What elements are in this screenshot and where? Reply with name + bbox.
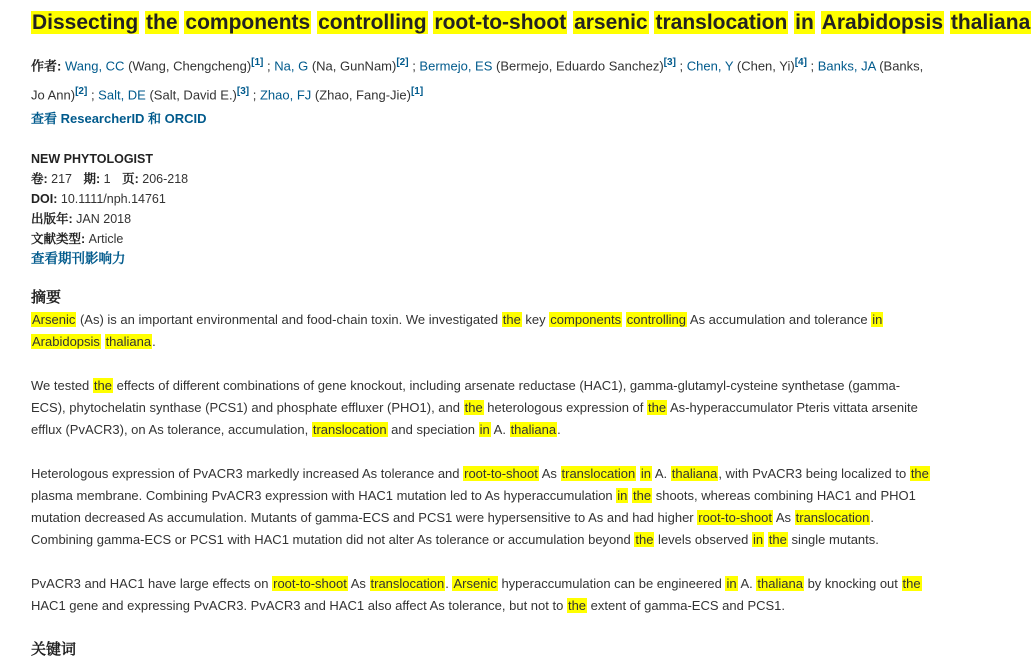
journal-name: NEW PHYTOLOGIST [31, 151, 153, 166]
author-fullname: (Chen, Yi) [733, 58, 795, 74]
doi-value[interactable]: 10.1111/nph.14761 [60, 191, 166, 206]
search-term-highlight: controlling [626, 311, 686, 327]
abstract-paragraph: Arsenic (As) is an important environmental and food-chain toxin. We investigated the key components controlling As accumulation and tolerance in Arabidopsis thaliana. [32, 311, 883, 349]
title-word: controlling [318, 11, 427, 34]
search-term-highlight: thaliana [510, 421, 557, 437]
search-term-highlight: the [464, 399, 483, 415]
researcher-id-link[interactable]: 查看 ResearcherID 和 ORCID [31, 110, 207, 126]
author-fullname: (Bermejo, Eduardo Sanchez) [492, 58, 664, 74]
search-term-highlight: the [502, 311, 521, 327]
year-value: JAN 2018 [76, 211, 132, 226]
search-term-highlight: in [726, 575, 737, 591]
search-term-highlight: the [768, 531, 787, 547]
doc-type-label: 文献类型: [31, 231, 86, 246]
search-term-highlight: thaliana [105, 333, 152, 349]
abstract-paragraph: Heterologous expression of PvACR3 markedly increased As tolerance and root-to-shoot As translocation in A. thaliana, with PvACR3 being localized to the plasma membrane. Combining PvACR3 expression with HAC1 mutation led to As hyperaccumulation in the shoots, whereas combining HAC1 and PHO1 mutation decreased As accumulation. Mutants of gamma-ECS and PCS1 were hypersensitive to As and had higher root-to-shoot As translocation. Combining gamma-ECS or PCS1 with HAC1 mutation did not alter As tolerance or accumulation beyond the levels observed in the single mutants. [31, 465, 929, 547]
search-term-highlight: in [617, 487, 628, 503]
pages-label: 页: [122, 171, 139, 186]
search-term-highlight: thaliana [757, 575, 803, 591]
title-word: translocation [655, 11, 788, 34]
search-term-highlight: the [635, 531, 654, 547]
doi-row [31, 189, 934, 209]
abstract-paragraph: We tested the effects of different combinations of gene knockout, including arsenate reductase (HAC1), gamma-glutamyl-cysteine synthetase (gamma-ECS), phytochelatin synthase (PCS1) and phosphate effluxer (PHO1), and the heterologous expression of the As-hyperaccumulator Pteris vittata arsenite efflux (PvACR3), on As tolerance, accumulation, translocation and speciation in A. thaliana. [31, 377, 918, 437]
affiliation-ref[interactable]: [3] [236, 86, 250, 98]
affiliation-ref[interactable]: [1] [251, 57, 264, 68]
doc-type-value: Article [88, 231, 124, 246]
search-term-highlight: translocation [561, 465, 636, 481]
search-term-highlight: in [872, 311, 883, 327]
search-term-highlight: the [567, 597, 587, 613]
search-term-highlight: the [633, 487, 652, 503]
affiliation-ref[interactable]: [3] [663, 57, 676, 68]
issue-label: 期: [83, 171, 101, 186]
affiliation-ref[interactable]: [2] [396, 57, 409, 68]
author-link[interactable]: Chen, Y [686, 58, 734, 74]
author-fullname: (Na, GunNam) [308, 58, 397, 74]
search-term-highlight: Arsenic [32, 311, 76, 327]
search-term-highlight: the [910, 465, 929, 481]
author-link[interactable]: Bermejo, ES [419, 58, 493, 74]
abstract-body [31, 309, 934, 617]
affiliation-ref[interactable]: [2] [75, 86, 88, 98]
volume-issue-pages [31, 169, 934, 189]
title-word: Arabidopsis [821, 11, 944, 34]
search-term-highlight: translocation [312, 421, 387, 437]
doi-label: DOI: [31, 191, 58, 206]
search-term-highlight: in [753, 531, 764, 547]
keywords-heading: 关键词 [31, 640, 77, 658]
author-fullname: (Salt, David E.) [145, 87, 237, 103]
author-fullname: (Wang, Chengcheng) [124, 58, 252, 74]
volume-label: 卷: [31, 171, 48, 186]
title-word: the [146, 11, 178, 34]
title-word: components [185, 11, 311, 34]
author-fullname: (Banks, Jo Ann) [31, 58, 924, 103]
affiliation-ref[interactable]: [1] [410, 86, 424, 98]
search-term-highlight: translocation [370, 575, 445, 591]
author-fullname: (Zhao, Fang-Jie) [311, 87, 411, 103]
source-info [31, 149, 934, 269]
search-term-highlight: in [479, 421, 490, 437]
author-list: 作者: Wang, CC (Wang, Chengcheng)[1] ; Na, G (Na, GunNam)[2] ; Bermejo, ES (Bermejo, Eduardo Sanchez)[3] ; Chen, Y (Chen, Yi)[4] ; Banks, JA (Banks, Jo Ann)[2] ; Salt, DE (Salt, David E.)[3] ; Zhao, FJ (Zhao, Fang-Jie)[1] [31, 57, 924, 103]
doc-type-row [31, 229, 934, 249]
issue-value: 1 [103, 171, 111, 186]
search-term-highlight: components [550, 311, 622, 327]
search-term-highlight: the [93, 377, 112, 393]
authors-label: 作者: [31, 58, 62, 74]
title-word: thaliana [950, 11, 1031, 34]
title-word: in [795, 11, 814, 34]
affiliation-ref[interactable]: [4] [794, 57, 807, 68]
author-link[interactable]: Banks, JA [817, 58, 876, 74]
abstract-heading: 摘要 [31, 288, 62, 306]
author-link[interactable]: Salt, DE [98, 87, 146, 103]
volume-value: 217 [51, 171, 73, 186]
author-link[interactable]: Na, G [274, 58, 309, 74]
title-word: root-to-shoot [434, 11, 567, 34]
search-term-highlight: root-to-shoot [464, 465, 538, 481]
search-term-highlight: the [648, 399, 667, 415]
year-label: 出版年: [31, 211, 73, 226]
search-term-highlight: Arabidopsis [32, 333, 100, 349]
article-title [31, 8, 1031, 38]
search-term-highlight: translocation [795, 509, 870, 525]
author-link[interactable]: Zhao, FJ [259, 87, 312, 103]
journal-impact-link[interactable]: 查看期刊影响力 [31, 250, 126, 266]
title-word: arsenic [574, 11, 648, 34]
year-row [31, 209, 934, 229]
search-term-highlight: the [902, 575, 921, 591]
search-term-highlight: in [640, 465, 651, 481]
abstract-paragraph: PvACR3 and HAC1 have large effects on root-to-shoot As translocation. Arsenic hyperaccumulation can be engineered in A. thaliana by knocking out the HAC1 gene and expressing PvACR3. PvACR3 and HAC1 also affect As tolerance, but not to the extent of gamma-ECS and PCS1. [31, 575, 921, 613]
search-term-highlight: Arsenic [453, 575, 497, 591]
title-word: Dissecting [32, 11, 139, 34]
search-term-highlight: root-to-shoot [698, 509, 772, 525]
search-term-highlight: thaliana [671, 465, 718, 481]
pages-value: 206-218 [142, 171, 189, 186]
search-term-highlight: root-to-shoot [273, 575, 347, 591]
author-link[interactable]: Wang, CC [64, 58, 125, 74]
